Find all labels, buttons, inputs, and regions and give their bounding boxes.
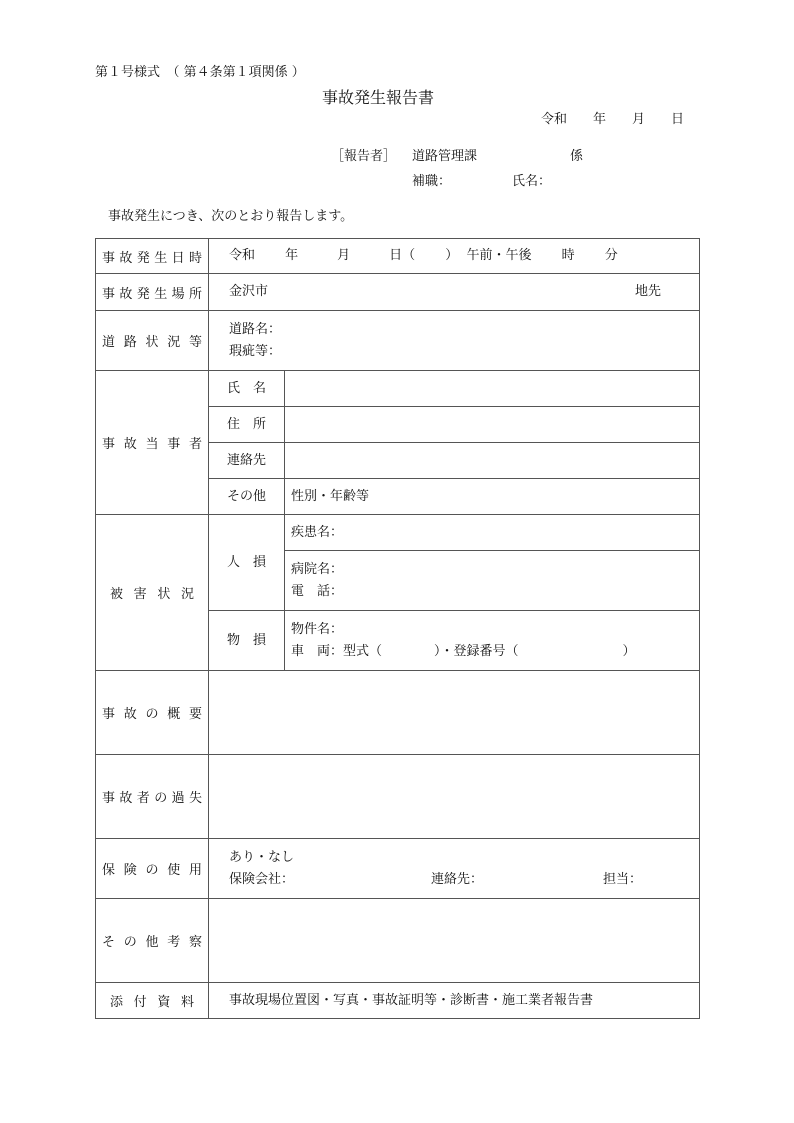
insurance-value[interactable] [209, 839, 700, 899]
page-title: 事故発生報告書 [322, 88, 435, 107]
party-other-label: その他 [209, 479, 285, 515]
name-field: 氏名： [512, 174, 552, 189]
place-label: 事故発生場所 [96, 274, 209, 311]
party-address-label: 住 所 [209, 407, 285, 443]
place-value[interactable] [209, 274, 700, 311]
form-number: 第１号様式 （ 第４条第１項関係 ） [95, 65, 305, 80]
personal-label: 人 損 [209, 515, 285, 611]
insurance-contact: 連絡先： [431, 871, 484, 887]
summary-value[interactable] [209, 671, 700, 755]
section: 係 [570, 149, 584, 164]
party-name-value[interactable] [285, 371, 700, 407]
road-name: 道路名： [229, 321, 282, 337]
report-date: 令和 年 月 日 [541, 112, 685, 127]
remarks-value[interactable] [209, 899, 700, 983]
road-label: 道路状況等 [96, 311, 209, 371]
department: 道路管理課 [412, 149, 478, 164]
reporter-label: ［報告者］ [331, 149, 397, 164]
place-suffix: 地先 [634, 284, 661, 299]
remarks-label: その他考察 [96, 899, 209, 983]
intro-text: 事故発生につき、次のとおり報告します。 [108, 209, 354, 224]
insurance-yes-no: あり・なし [229, 849, 295, 865]
insurance-company: 保険会社： [229, 871, 295, 887]
hospital-value[interactable] [285, 551, 700, 611]
city: 金沢市 [229, 284, 269, 299]
vehicle: 車 両：型式（ ）・登録番号（ ） [291, 643, 636, 659]
datetime-value[interactable]: 令和 年 月 日（ ） 午前・午後 時 分 [209, 239, 700, 274]
datetime-label: 事故発生日時 [96, 239, 209, 274]
attachments-value[interactable]: 事故現場位置図・写真・事故証明等・診断書・施工業者報告書 [209, 983, 700, 1019]
party-other-value[interactable]: 性別・年齢等 [285, 479, 700, 515]
road-value[interactable] [209, 311, 700, 371]
party-name-label: 氏 名 [209, 371, 285, 407]
defect: 瑕疵等： [229, 343, 282, 359]
party-address-value[interactable] [285, 407, 700, 443]
party-contact-value[interactable] [285, 443, 700, 479]
fault-value[interactable] [209, 755, 700, 839]
hospital: 病院名： [291, 561, 344, 577]
insurance-person: 担当： [603, 871, 643, 887]
attachments-label: 添付資料 [96, 983, 209, 1019]
party-label: 事故当事者 [96, 371, 209, 515]
report-table [95, 238, 700, 1019]
damage-label: 被害状況 [96, 515, 209, 671]
party-contact-label: 連絡先 [209, 443, 285, 479]
property-value[interactable] [285, 611, 700, 671]
disease-value[interactable]: 疾患名： [285, 515, 700, 551]
fault-label: 事故者の過失 [96, 755, 209, 839]
item: 物件名： [291, 621, 344, 637]
position-field: 補職： [412, 174, 452, 189]
phone: 電 話： [291, 583, 344, 599]
property-label: 物 損 [209, 611, 285, 671]
insurance-label: 保険の使用 [96, 839, 209, 899]
summary-label: 事故の概要 [96, 671, 209, 755]
